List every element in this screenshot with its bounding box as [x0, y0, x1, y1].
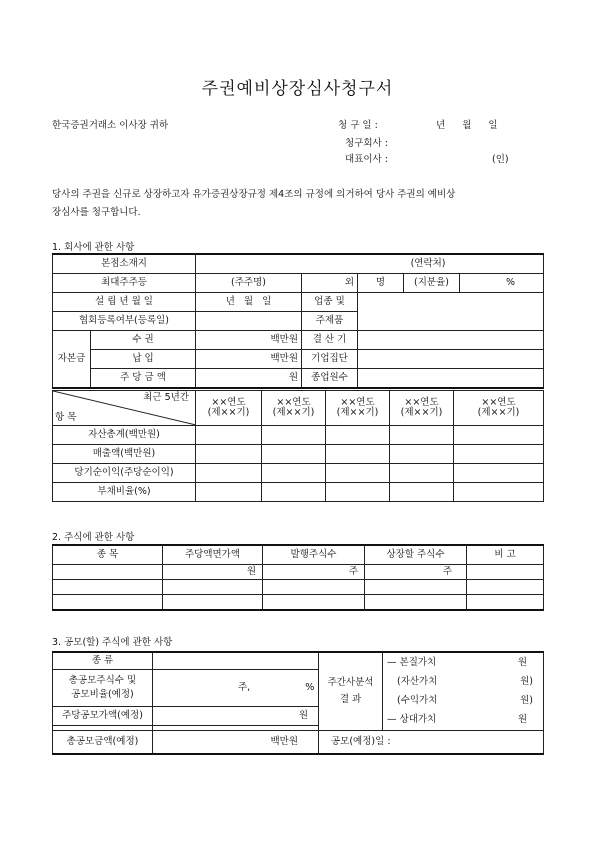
issued-unit: 주: [263, 565, 365, 580]
ratio-label: 공모비율(예정): [71, 689, 134, 700]
ipo-table: [52, 651, 544, 755]
hq-label: 본점소재지: [53, 254, 196, 274]
seal-mark: (인): [492, 154, 509, 165]
intrinsic-label: — 본질가치: [387, 656, 437, 668]
section1-heading: 1. 회사에 관한 사항: [52, 242, 135, 253]
paid-in-unit: 백만원: [196, 350, 302, 369]
year-col-4: ××연도 (제××기): [390, 391, 454, 426]
intro-line-2: 장심사를 청구합니다.: [52, 207, 141, 218]
total-amount-label: 총공모금액(예정): [53, 731, 153, 755]
col-listing: 상장할 주식수: [365, 545, 467, 565]
row-debt-ratio: 부채비율(%): [53, 483, 196, 502]
year-col-1: ××연도 (제××기): [196, 391, 262, 426]
contact-label: (연락처): [196, 254, 544, 274]
financial-table: [52, 390, 544, 502]
item-header-cell: [53, 391, 196, 426]
date-label: 청 구 일 :: [338, 120, 378, 131]
col-remarks: 비 고: [467, 545, 544, 565]
authorized-label: 수 권: [91, 331, 196, 350]
page-title: 주권예비상장심사청구서: [201, 79, 394, 99]
relative-unit: 원: [517, 713, 527, 725]
business-value: [358, 293, 544, 331]
holder-name-label: (주주명): [196, 274, 302, 293]
share-ratio-label: (지분율): [404, 274, 460, 293]
row-sales: 매출액(백만원): [53, 445, 196, 464]
capital-label: 자본금: [53, 331, 91, 389]
percent-label: %: [460, 274, 544, 293]
year-col-5: ××연도 (제××기): [454, 391, 544, 426]
assoc-reg-value: [196, 312, 302, 331]
price-label: 주당공모가액(예정): [53, 707, 153, 726]
kind-label: 종 류: [53, 652, 153, 670]
income-unit: 원): [520, 694, 533, 706]
total-shares-cell: [53, 670, 153, 707]
main-product-label: 주제품: [302, 312, 358, 331]
outside-label: 외: [302, 274, 358, 293]
listing-unit: 주: [365, 565, 467, 580]
authorized-unit: 백만원: [196, 331, 302, 350]
price-unit: 원: [153, 707, 319, 726]
major-holder-label: 최대주주등: [53, 274, 196, 293]
total-amount-unit: 백만원: [153, 731, 319, 755]
shares-unit: 주,: [238, 681, 251, 693]
total-shares-label: 총공모주식수 및: [68, 674, 137, 686]
par-value-unit: 원: [196, 369, 302, 389]
row-net-income: 당기순이익(주당순이익): [53, 464, 196, 483]
date-fields: 년 월 일: [436, 120, 498, 131]
year-col-3: ××연도 (제××기): [326, 391, 390, 426]
persons-label: 명: [358, 274, 404, 293]
addressee: 한국증권거래소 이사장 귀하: [52, 120, 169, 131]
intrinsic-unit: 원: [517, 656, 527, 668]
section3-heading: 3. 공모(할) 주식에 관한 사항: [52, 637, 173, 648]
ymd-label: 년 월 일: [196, 293, 302, 312]
year-col-2: ××연도 (제××기): [262, 391, 326, 426]
par-value-label: 주 당 금 액: [91, 369, 196, 389]
income-label: (수익가치: [397, 694, 438, 706]
valuation-cell: [383, 652, 544, 731]
group-label: 기업집단: [302, 350, 358, 369]
assoc-reg-label: 협회등록여부(등록일): [53, 312, 196, 331]
ratio-unit: %: [305, 681, 315, 693]
analysis-label-2: 결 과: [339, 693, 362, 705]
item-label: 항 목: [55, 411, 77, 423]
ipo-date-label: 공모(예정)일 :: [319, 731, 544, 755]
business-label: 업종 및: [302, 293, 358, 312]
established-label: 설 립 년 월 일: [53, 293, 196, 312]
shares-table: [52, 544, 544, 611]
asset-label: (자산가치: [397, 675, 438, 687]
fiscal-period-value: [358, 331, 544, 350]
col-issued: 발행주식수: [263, 545, 365, 565]
employees-label: 종업원수: [302, 369, 358, 389]
section2-heading: 2. 주식에 관한 사항: [52, 532, 135, 543]
analysis-cell: [319, 652, 383, 731]
col-kind: 종 목: [53, 545, 163, 565]
company-info-table: [52, 253, 544, 389]
paid-in-label: 납 입: [91, 350, 196, 369]
company-label: 청구회사 :: [345, 138, 388, 149]
ceo-label: 대표이사 :: [345, 154, 388, 165]
relative-label: — 상대가치: [387, 713, 437, 725]
par-unit: 원: [163, 565, 263, 580]
intro-line-1: 당사의 주권을 신규로 상장하고자 유가증권상장규정 제4조의 규정에 의거하여 당사 주권의 예비상: [52, 189, 456, 200]
fiscal-period-label: 결 산 기: [302, 331, 358, 350]
recent5-label: 최근 5년간: [143, 392, 189, 403]
asset-unit: 원): [520, 675, 533, 687]
shares-ratio-cell: [153, 670, 319, 707]
group-value: [358, 350, 544, 369]
row-assets: 자산총계(백만원): [53, 426, 196, 445]
employees-value: [358, 369, 544, 389]
analysis-label-1: 주간사분석: [327, 677, 374, 689]
col-par-value: 주당액면가액: [163, 545, 263, 565]
